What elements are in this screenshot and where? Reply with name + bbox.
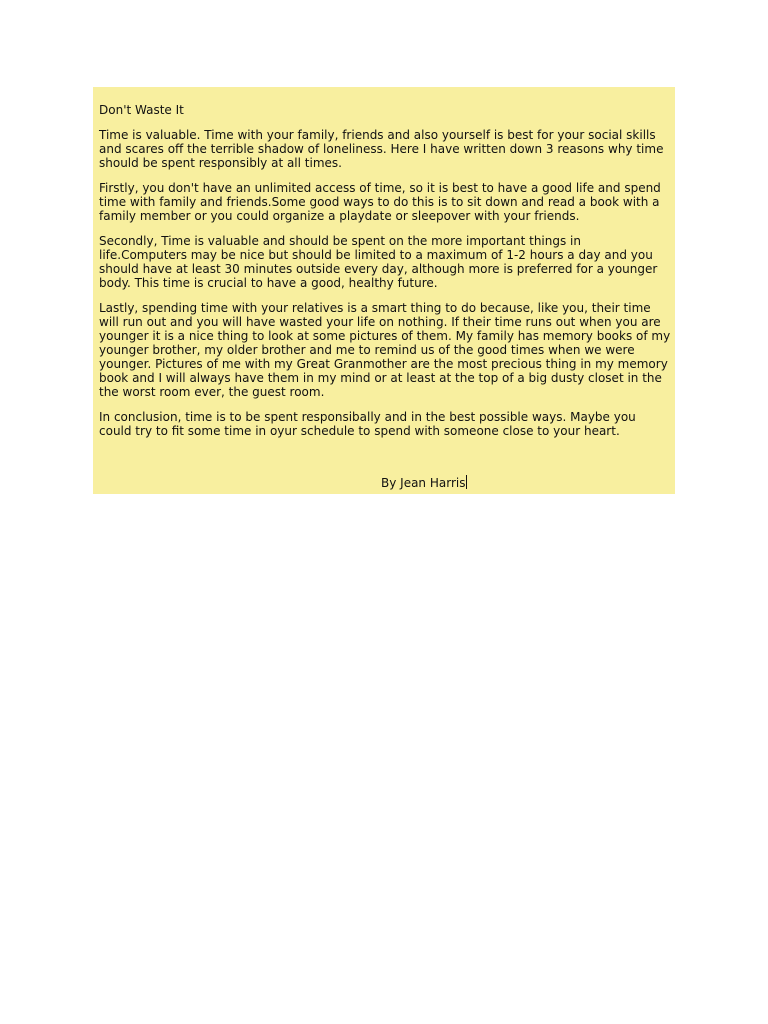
essay-document[interactable] [93, 87, 675, 494]
paragraph-intro: Time is valuable. Time with your family, friends and also yourself is best for your social skills and scares off the terrible shadow of loneliness. Here I have written down 3 reasons why time should be spent responsibly at all times. [99, 128, 664, 170]
paragraph-firstly: Firstly, you don't have an unlimited access of time, so it is best to have a good life and spend time with family and friends.Some good ways to do this is to sit down and read a book with a family member or you could organize a playdate or sleepover with your friends. [99, 181, 661, 223]
signature-line[interactable] [381, 475, 467, 490]
paragraph-secondly: Secondly, Time is valuable and should be spent on the more important things in life.Computers may be nice but should be limited to a maximum of 1-2 hours a day and you should have at least 30 minutes outside every day, although more is preferred for a younger body. This time is crucial to have a good, healthy future. [99, 234, 658, 290]
paragraph-conclusion: In conclusion, time is to be spent responsibally and in the best possible ways. Maybe you could try to fit some time in oyur schedule to spend with someone close to your heart. [99, 410, 636, 438]
document-title: Don't Waste It [99, 103, 184, 117]
text-cursor [466, 475, 467, 489]
paragraph-lastly: Lastly, spending time with your relatives is a smart thing to do because, like you, their time will run out and you will have wasted your life on nothing. If their time runs out when you are younger it is a nice thing to look at some pictures of them. My family has memory books of my younger brother, my older brother and me to remind us of the good times when we were younger. Pictures of me with my Great Granmother are the most precious thing in my memory book and I will always have them in my mind or at least at the top of a big dusty closet in the the worst room ever, the guest room. [99, 301, 671, 399]
signature-text: By Jean Harris [381, 476, 466, 490]
